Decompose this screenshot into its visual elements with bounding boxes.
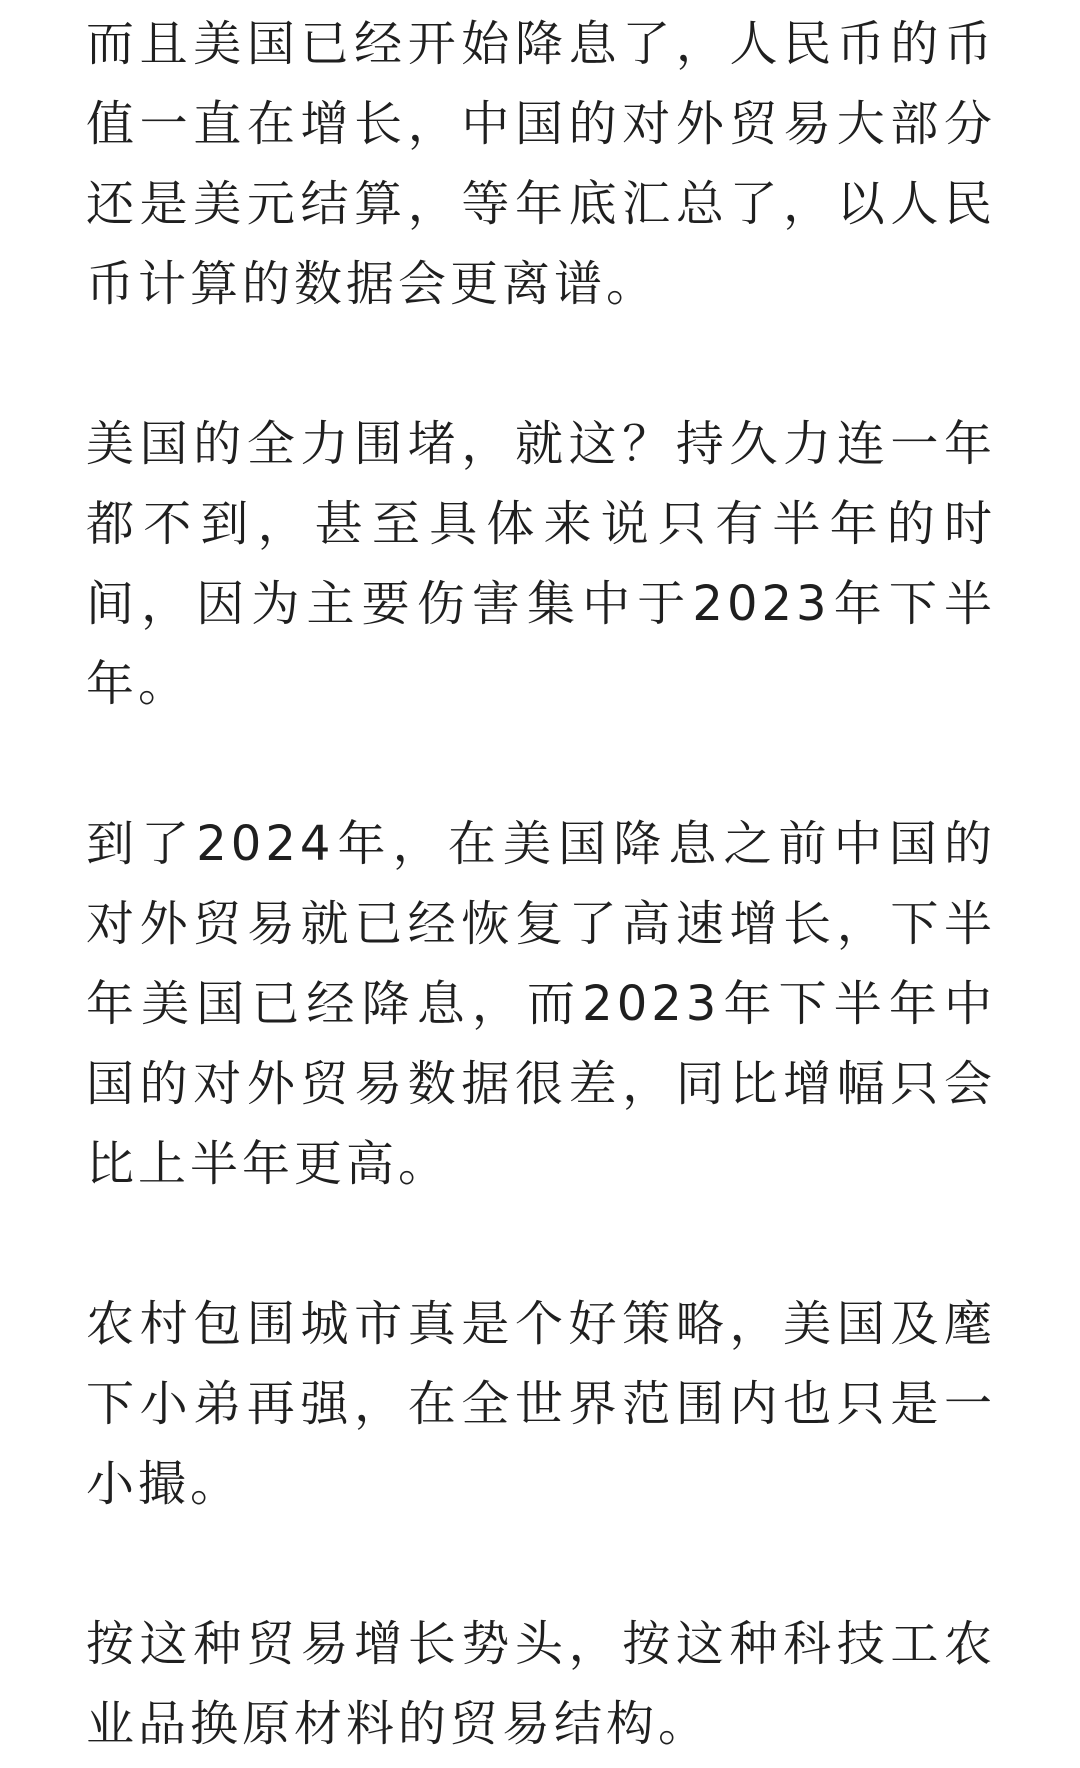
paragraph-encircle-strategy: 农村包围城市真是个好策略，美国及麾下小弟再强，在全世界范围内也只是一小撮。 <box>86 1296 996 1512</box>
paragraph-trade-structure: 按这种贸易增长势头，按这种科技工农业品换原材料的贸易结构。 <box>86 1616 996 1752</box>
paragraph-rmb-appreciation: 而且美国已经开始降息了，人民币的币值一直在增长，中国的对外贸易大部分还是美元结算，等年底汇总了，以人民币计算的数据会更离谱。 <box>86 16 996 312</box>
article-body <box>0 4 1080 1764</box>
paragraph-us-containment: 美国的全力围堵，就这？持久力连一年都不到，甚至具体来说只有半年的时间，因为主要伤害集中于2023年下半年。 <box>86 416 996 712</box>
paragraph-2024-trade-growth: 到了2024年，在美国降息之前中国的对外贸易就已经恢复了高速增长，下半年美国已经降息，而2023年下半年中国的对外贸易数据很差，同比增幅只会比上半年更高。 <box>86 816 996 1192</box>
